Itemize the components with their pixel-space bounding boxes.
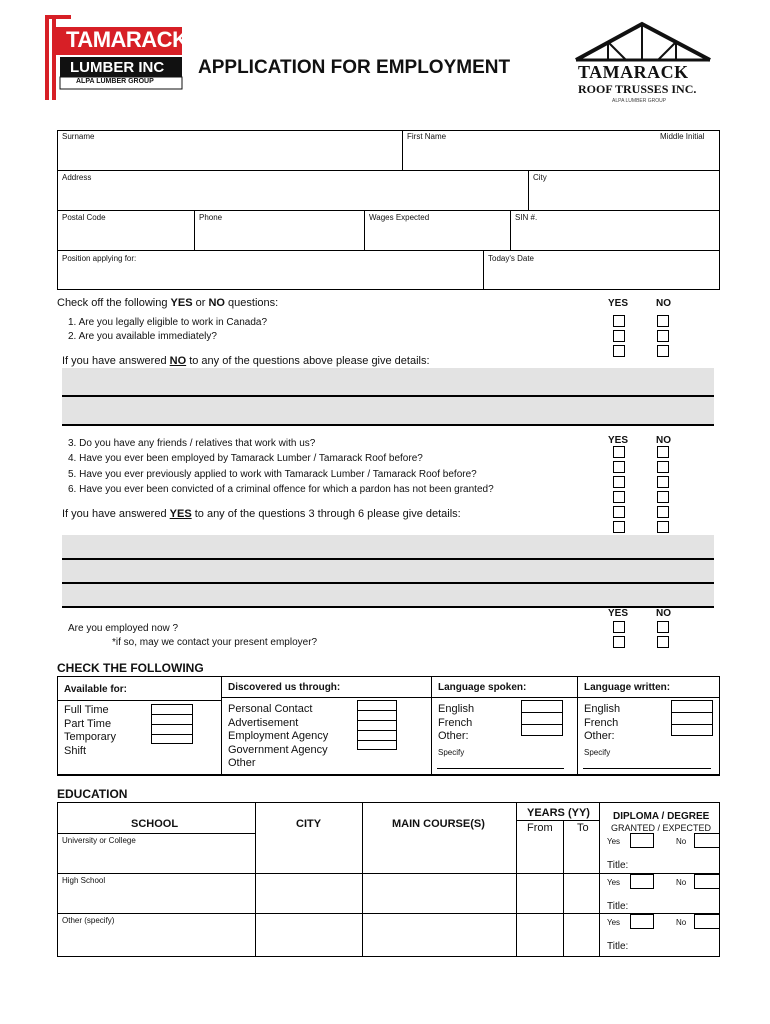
employed-no-checkbox[interactable] [657, 621, 669, 633]
details-yes-textarea-3[interactable] [62, 584, 714, 606]
education-heading: EDUCATION [57, 787, 128, 801]
logo-left-bottom: ALPA LUMBER GROUP [76, 78, 154, 85]
available-checkbox-stack[interactable] [151, 704, 193, 744]
written-other: Other: [584, 730, 615, 742]
no-header-1: NO [656, 298, 671, 309]
details-yes-prompt: If you have answered YES to any of the questions 3 through 6 please give details: [62, 508, 461, 520]
q6-yes-checkbox[interactable] [613, 491, 625, 503]
written-list [584, 703, 620, 744]
surname-field[interactable]: Surname [62, 132, 95, 141]
edu3-yes-label: Yes [607, 918, 621, 927]
spoken-list [438, 703, 474, 744]
extra-no-checkbox-3[interactable] [657, 521, 669, 533]
middle-initial-field[interactable]: Middle Initial [660, 132, 705, 141]
discovered-personal-contact: Personal Contact [228, 703, 313, 715]
question-5: 5. Have you ever previously applied to work with Tamarack Lumber / Tamarack Roof before? [68, 469, 477, 480]
edu3-yes-checkbox[interactable] [630, 914, 654, 929]
q4-yes-checkbox[interactable] [613, 461, 625, 473]
city-field[interactable]: City [533, 173, 547, 182]
page-title: APPLICATION FOR EMPLOYMENT [198, 57, 511, 78]
school-header: SCHOOL [131, 818, 179, 830]
spoken-heading: Language spoken: [438, 682, 527, 693]
sin-field[interactable]: SIN #. [515, 213, 538, 222]
discovered-other: Other [228, 757, 256, 769]
discovered-employment-agency: Employment Agency [228, 730, 329, 742]
edu3-no-checkbox[interactable] [694, 914, 720, 929]
check-heading: CHECK THE FOLLOWING [57, 661, 204, 675]
discovered-advertisement: Advertisement [228, 716, 299, 729]
no-header-2: NO [656, 435, 671, 446]
spoken-english: English [438, 703, 475, 715]
extra-yes-checkbox-3[interactable] [613, 521, 625, 533]
q2-yes-checkbox[interactable] [613, 330, 625, 342]
logo-right-bottom: ALPA LUMBER GROUP [612, 98, 667, 104]
phone-field[interactable]: Phone [199, 213, 223, 222]
no-header-3: NO [656, 608, 671, 619]
spoken-other: Other: [438, 730, 469, 742]
available-full-time: Full Time [64, 704, 109, 716]
q3-yes-checkbox[interactable] [613, 446, 625, 458]
question-2: 2. Are you available immediately? [68, 331, 217, 342]
edu3-title-label: Title: [607, 941, 629, 952]
edu3-no-label: No [676, 918, 687, 927]
granted-header: GRANTED / EXPECTED [611, 823, 712, 833]
q1-no-checkbox[interactable] [657, 315, 669, 327]
discovered-government-agency: Government Agency [228, 743, 328, 756]
address-field[interactable]: Address [62, 173, 92, 182]
postal-code-field[interactable]: Postal Code [62, 213, 106, 222]
details-yes-textarea-2[interactable] [62, 560, 714, 582]
logo-right-top: TAMARACK [578, 62, 689, 82]
years-header: YEARS (YY) [527, 807, 590, 819]
edu-row-university: University or College [62, 836, 136, 845]
main-course-header: MAIN COURSE(S) [392, 818, 485, 830]
spoken-specify-label: Specify [438, 748, 465, 757]
edu1-title-label: Title: [607, 860, 629, 871]
wages-expected-field[interactable]: Wages Expected [369, 213, 430, 222]
roof-truss-icon [572, 18, 714, 68]
first-name-field[interactable]: First Name [407, 132, 447, 141]
details-no-textarea-1[interactable] [62, 368, 714, 395]
tamarack-lumber-logo [42, 15, 188, 100]
written-english: English [584, 703, 621, 715]
spoken-french: French [438, 716, 473, 729]
written-checkbox-stack[interactable] [671, 700, 713, 736]
edu2-no-checkbox[interactable] [694, 874, 720, 889]
from-header: From [527, 822, 553, 834]
yes-header-2: YES [608, 435, 629, 446]
contact-no-checkbox[interactable] [657, 636, 669, 648]
edu1-no-label: No [676, 837, 687, 846]
discovered-list [228, 703, 328, 771]
extra-no-checkbox-1[interactable] [657, 345, 669, 357]
edu2-no-label: No [676, 878, 687, 887]
available-list [64, 704, 116, 758]
contact-yes-checkbox[interactable] [613, 636, 625, 648]
written-heading: Language written: [584, 682, 671, 693]
logo-right-mid: ROOF TRUSSES INC. [578, 82, 697, 96]
logo-left-mid: LUMBER INC [70, 59, 165, 76]
question-1: 1. Are you legally eligible to work in Canada? [68, 317, 268, 328]
q6-no-checkbox[interactable] [657, 491, 669, 503]
written-specify-line[interactable] [583, 768, 711, 769]
q3-no-checkbox[interactable] [657, 446, 669, 458]
to-header: To [577, 822, 589, 834]
tamarack-roof-logo [572, 18, 714, 108]
written-french: French [584, 716, 619, 729]
details-no-textarea-2[interactable] [62, 397, 714, 424]
city-header: CITY [296, 818, 322, 830]
question-3: 3. Do you have any friends / relatives that work with us? [68, 438, 316, 449]
written-specify-label: Specify [584, 748, 611, 757]
spoken-specify-line[interactable] [437, 768, 564, 769]
edu1-no-checkbox[interactable] [694, 833, 720, 848]
yesno-intro: Check off the following YES or NO questions: [57, 297, 279, 309]
available-temporary: Temporary [64, 731, 116, 743]
diploma-header: DIPLOMA / DEGREE [613, 811, 710, 822]
employed-yes-checkbox[interactable] [613, 621, 625, 633]
edu2-yes-label: Yes [607, 878, 621, 887]
edu2-yes-checkbox[interactable] [630, 874, 654, 889]
yes-header-1: YES [608, 298, 629, 309]
yes-header-3: YES [608, 608, 629, 619]
edu-row-high-school: High School [62, 876, 106, 885]
question-6: 6. Have you ever been convicted of a criminal offence for which a pardon has not been granted? [68, 484, 494, 495]
logo-left-top: TAMARACK [66, 27, 188, 52]
q2-no-checkbox[interactable] [657, 330, 669, 342]
q1-yes-checkbox[interactable] [613, 315, 625, 327]
edu1-yes-label: Yes [607, 837, 621, 846]
contact-question: *if so, may we contact your present employer? [112, 637, 318, 648]
q4-no-checkbox[interactable] [657, 461, 669, 473]
position-field[interactable]: Position applying for: [62, 254, 137, 263]
edu2-title-label: Title: [607, 901, 629, 912]
edu1-yes-checkbox[interactable] [630, 833, 654, 848]
question-4: 4. Have you ever been employed by Tamarack Lumber / Tamarack Roof before? [68, 453, 423, 464]
details-yes-textarea-1[interactable] [62, 535, 714, 558]
extra-yes-checkbox-2[interactable] [613, 506, 625, 518]
available-heading: Available for: [64, 684, 127, 695]
todays-date-field[interactable]: Today's Date [488, 254, 534, 263]
edu-row-other: Other (specify) [62, 916, 115, 925]
q5-yes-checkbox[interactable] [613, 476, 625, 488]
extra-yes-checkbox-1[interactable] [613, 345, 625, 357]
available-shift: Shift [64, 744, 87, 757]
available-part-time: Part Time [64, 717, 112, 730]
spoken-checkbox-stack[interactable] [521, 700, 563, 736]
employed-question: Are you employed now ? [68, 623, 179, 634]
discovered-checkbox-stack[interactable] [357, 700, 397, 750]
q5-no-checkbox[interactable] [657, 476, 669, 488]
extra-no-checkbox-2[interactable] [657, 506, 669, 518]
details-no-prompt: If you have answered NO to any of the questions above please give details: [62, 355, 430, 367]
discovered-heading: Discovered us through: [228, 682, 341, 693]
